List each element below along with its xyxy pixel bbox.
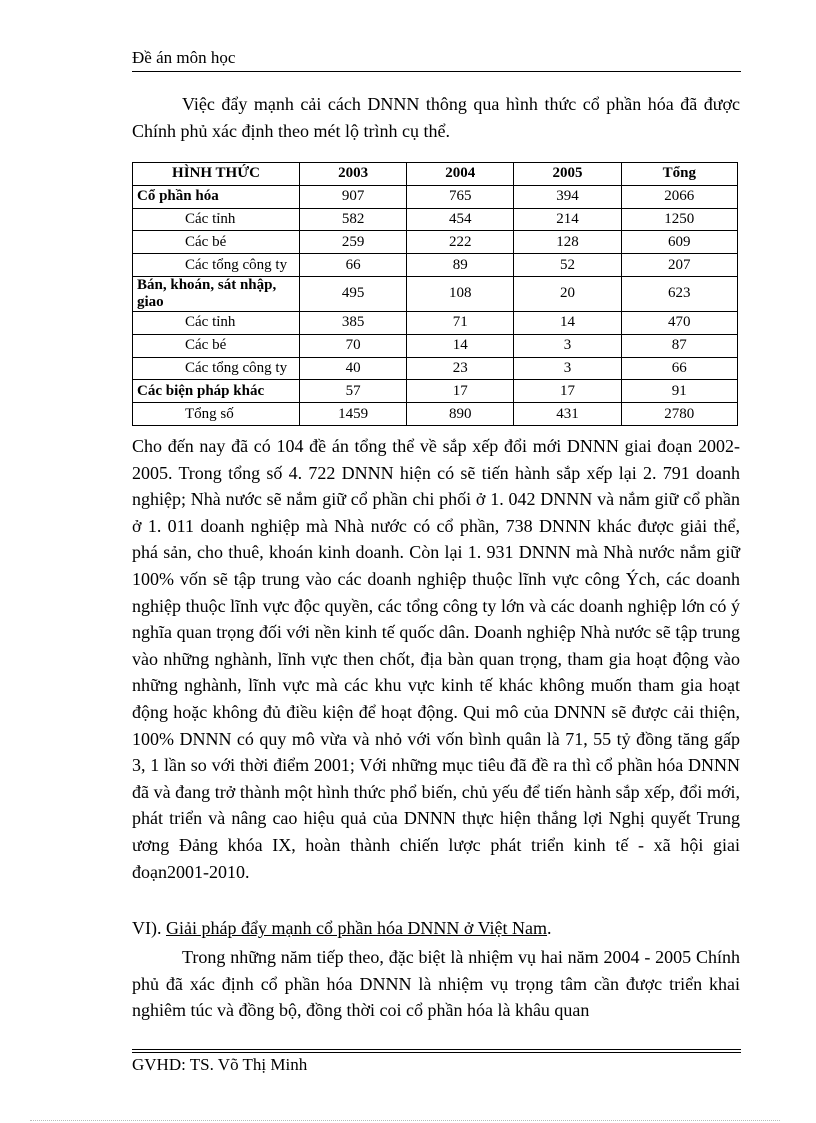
cell-2004: 23 [407, 357, 514, 380]
cell-total: 623 [621, 276, 737, 311]
cell-total: 87 [621, 334, 737, 357]
section-heading [132, 918, 552, 939]
table-row [133, 208, 738, 231]
row-label: Các tỉnh [133, 311, 300, 334]
cell-2005: 17 [514, 380, 621, 403]
page-header: Đề án môn học [132, 48, 236, 67]
cell-2005: 52 [514, 254, 621, 277]
table-row [133, 380, 738, 403]
section-number: VI). [132, 918, 162, 938]
table-row [133, 231, 738, 254]
cell-total: 207 [621, 254, 737, 277]
cell-2005: 394 [514, 185, 621, 208]
cell-2004: 890 [407, 403, 514, 426]
header-cell-total: Tổng [621, 163, 737, 186]
cell-total: 1250 [621, 208, 737, 231]
cell-2005: 14 [514, 311, 621, 334]
cell-2005: 3 [514, 334, 621, 357]
intro-paragraph: Việc đẩy mạnh cải cách DNNN thông qua hình thức cổ phần hóa đã được Chính phủ xác định theo mét lộ trình cụ thể. [132, 94, 740, 141]
cell-2004: 14 [407, 334, 514, 357]
cell-2004: 108 [407, 276, 514, 311]
row-label: Các bé [133, 231, 300, 254]
table-row [133, 334, 738, 357]
cell-total: 2780 [621, 403, 737, 426]
cell-total: 609 [621, 231, 737, 254]
cell-total: 91 [621, 380, 737, 403]
cell-2003: 582 [300, 208, 407, 231]
header-cell-form: HÌNH THỨC [133, 163, 300, 186]
row-label: Bán, khoán, sát nhập, giao [133, 276, 300, 311]
table-row [133, 357, 738, 380]
cell-2004: 454 [407, 208, 514, 231]
cell-2003: 66 [300, 254, 407, 277]
cell-2005: 3 [514, 357, 621, 380]
page-footer: GVHD: TS. Võ Thị Minh [132, 1055, 308, 1074]
privatization-table [132, 162, 738, 426]
cell-2003: 70 [300, 334, 407, 357]
header-cell-2005: 2005 [514, 163, 621, 186]
cell-2005: 20 [514, 276, 621, 311]
header-cell-2004: 2004 [407, 163, 514, 186]
cell-2003: 495 [300, 276, 407, 311]
cell-2003: 259 [300, 231, 407, 254]
cell-2005: 431 [514, 403, 621, 426]
section-title: Giải pháp đẩy mạnh cổ phần hóa DNNN ở Việt Nam [166, 918, 548, 938]
cell-2003: 907 [300, 185, 407, 208]
row-label: Tổng số [133, 403, 300, 426]
main-paragraph: Cho đến nay đã có 104 đề án tổng thể về sắp xếp đổi mới DNNN giai đoạn 2002-2005. Trong tổng số 4. 722 DNNN hiện có sẽ tiến hành sắp xếp lại 2. 791 doanh nghiệp; Nhà nước sẽ nắm giữ cổ phần chi phối ở 1. 042 DNNN và nắm giữ cổ phần ở 1. 011 doanh nghiệp mà Nhà nước có cổ phần, 738 DNNN khác được giải thể, phá sản, cho thuê, khoán kinh doanh. Còn lại 1. 931 DNNN mà Nhà nước nắm giữ 100% vốn sẽ tập trung vào các doanh nghiệp thuộc lĩnh vực công Ých, các doanh nghiệp thuộc lĩnh vực độc quyền, các tổng công ty lớn và các doanh nghiệp lớn có ý nghĩa quan trọng đối với nền kinh tế quốc dân. Doanh nghiệp Nhà nước sẽ tập trung vào những nghành, lĩnh vực then chốt, địa bàn quan trọng, tham gia hoạt động vào những nghành, lĩnh vực mà các khu vực kinh tế khác không muốn tham gia hoạt động hoặc không đủ điều kiện để hoạt động. Qui mô của DNNN sẽ được cải thiện, 100% DNNN có quy mô vừa và nhỏ với vốn bình quân là 71, 55 tỷ đồng tăng gấp 3, 1 lần so với thời điểm 2001; Với những mục tiêu đã đề ra thì cổ phần hóa DNNN đã và đang trở thành một hình thức phổ biến, chủ yếu để tiến hành sắp xếp, đổi mới, phát triển và nâng cao hiệu quả của DNNN thực hiện thắng lợi Nghị quyết Trung ương Đảng khóa IX, hoàn thành chiến lược phát triển kinh tế - xã hội giai đoạn2001-2010. [132, 436, 740, 882]
page-edge-dotted-line [30, 1120, 780, 1121]
table-row [133, 403, 738, 426]
row-label: Các tổng công ty [133, 357, 300, 380]
footer-divider [132, 1049, 741, 1050]
cell-total: 470 [621, 311, 737, 334]
cell-2004: 89 [407, 254, 514, 277]
cell-2004: 17 [407, 380, 514, 403]
table-row [133, 276, 738, 311]
cell-2003: 1459 [300, 403, 407, 426]
table-row [133, 311, 738, 334]
row-label: Các tổng công ty [133, 254, 300, 277]
cell-2005: 128 [514, 231, 621, 254]
cell-2003: 57 [300, 380, 407, 403]
header-cell-2003: 2003 [300, 163, 407, 186]
cell-2004: 765 [407, 185, 514, 208]
cell-2004: 71 [407, 311, 514, 334]
row-label: Cổ phần hóa [133, 185, 300, 208]
cell-total: 2066 [621, 185, 737, 208]
cell-2003: 40 [300, 357, 407, 380]
cell-total: 66 [621, 357, 737, 380]
cell-2005: 214 [514, 208, 621, 231]
footer-divider-double [132, 1052, 741, 1053]
header-divider [132, 71, 741, 72]
row-label: Các biện pháp khác [133, 380, 300, 403]
table-row [133, 185, 738, 208]
section-period: . [547, 918, 552, 938]
row-label: Các tỉnh [133, 208, 300, 231]
cell-2003: 385 [300, 311, 407, 334]
cell-2004: 222 [407, 231, 514, 254]
row-label: Các bé [133, 334, 300, 357]
table-row [133, 254, 738, 277]
table-header-row [133, 163, 738, 186]
section-paragraph: Trong những năm tiếp theo, đặc biệt là nhiệm vụ hai năm 2004 - 2005 Chính phủ đã xác định cổ phần hóa DNNN là nhiệm vụ trọng tâm cần được triển khai nghiêm túc và đồng bộ, đồng thời coi cổ phần hóa là khâu quan [132, 947, 740, 1021]
